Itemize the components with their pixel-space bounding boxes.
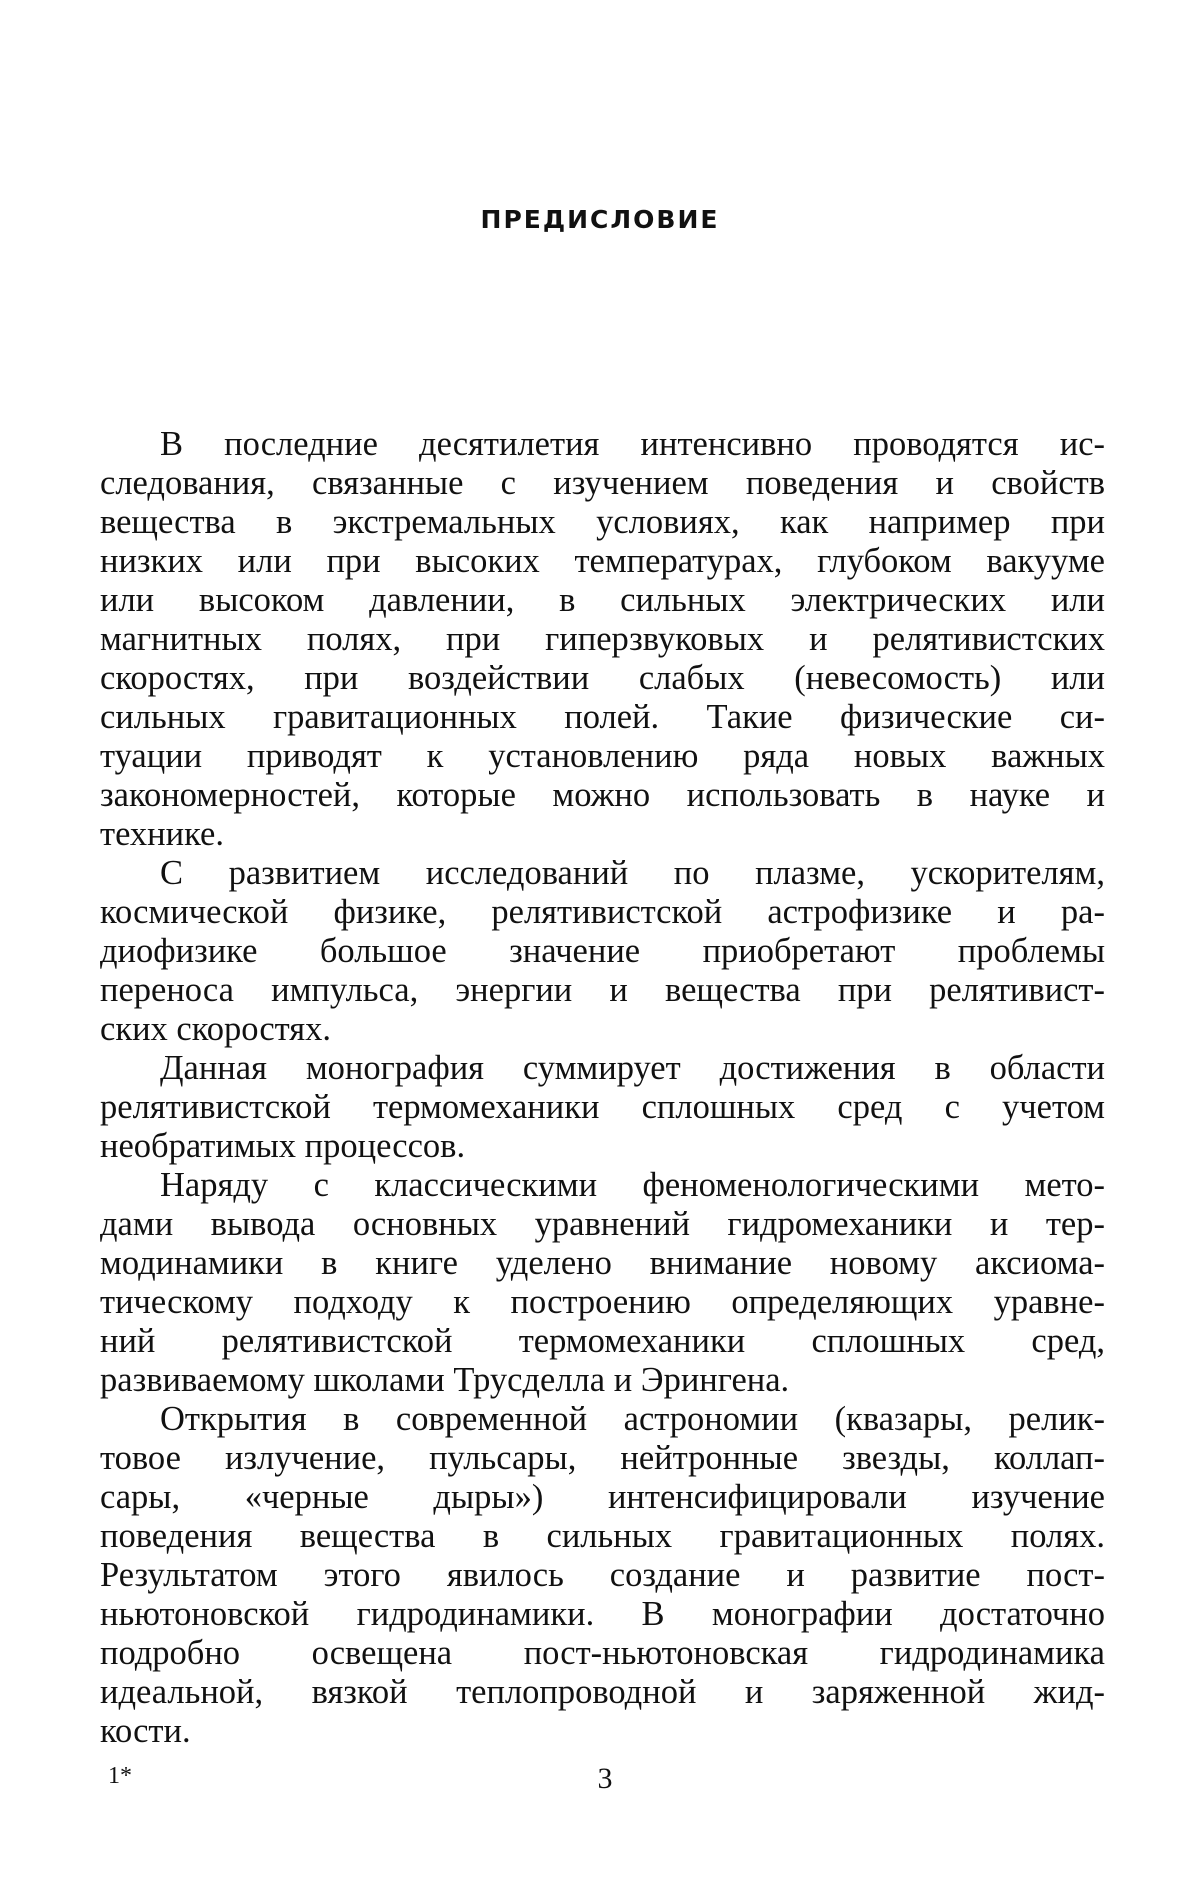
paragraph xyxy=(100,1400,1105,1751)
text-line: скоростях, при воздействии слабых (невесомость) или xyxy=(100,659,1105,697)
text-line: следования, связанные с изучением поведения и свойств xyxy=(100,464,1105,502)
text-line: технике. xyxy=(100,815,224,853)
text-line: поведения вещества в сильных гравитационных полях. xyxy=(100,1517,1105,1555)
text-line: низких или при высоких температурах, глубоком вакууме xyxy=(100,542,1105,580)
text-line: развиваемому школами Трусделла и Эрингена. xyxy=(100,1361,790,1399)
text-line: необратимых процессов. xyxy=(100,1127,466,1165)
text-line: Открытия в современной астрономии (квазары, релик- xyxy=(160,1400,1105,1438)
text-line: релятивистской термомеханики сплошных сред с учетом xyxy=(100,1088,1105,1126)
text-line: магнитных полях, при гиперзвуковых и релятивистских xyxy=(100,620,1105,658)
text-line: диофизике большое значение приобретают проблемы xyxy=(100,932,1105,970)
text-line: вещества в экстремальных условиях, как например при xyxy=(100,503,1105,541)
text-line: В последние десятилетия интенсивно проводятся ис- xyxy=(160,425,1105,463)
page-heading: ПРЕДИСЛОВИЕ xyxy=(480,205,720,234)
paragraph xyxy=(100,1049,1105,1166)
text-line: Данная монография суммирует достижения в области xyxy=(160,1049,1105,1087)
text-line: переноса импульса, энергии и вещества при релятивист- xyxy=(100,971,1105,1009)
text-line: идеальной, вязкой теплопроводной и заряженной жид- xyxy=(100,1673,1105,1711)
text-line: ньютоновской гидродинамики. В монографии достаточно xyxy=(100,1595,1105,1633)
text-line: закономерностей, которые можно использовать в науке и xyxy=(100,776,1105,814)
text-line: товое излучение, пульсары, нейтронные звезды, коллап- xyxy=(100,1439,1105,1477)
page-number: 3 xyxy=(597,1762,613,1795)
text-line: тическому подходу к построению определяющих уравне- xyxy=(100,1283,1105,1321)
text-line: дами вывода основных уравнений гидромеханики и тер- xyxy=(100,1205,1105,1243)
paragraph xyxy=(100,854,1105,1049)
text-line: Результатом этого явилось создание и развитие пост- xyxy=(100,1556,1105,1594)
text-line: модинамики в книге уделено внимание новому аксиома- xyxy=(100,1244,1105,1282)
text-line: или высоком давлении, в сильных электрических или xyxy=(100,581,1105,619)
text-line: космической физике, релятивистской астрофизике и ра- xyxy=(100,893,1105,931)
paragraph xyxy=(100,1166,1105,1400)
text-line: туации приводят к установлению ряда новых важных xyxy=(100,737,1105,775)
text-line: кости. xyxy=(100,1712,191,1750)
paragraph xyxy=(100,425,1105,854)
text-line: Наряду с классическими феноменологическими мето- xyxy=(160,1166,1105,1204)
preface-body xyxy=(100,425,1105,1751)
text-line: ний релятивистской термомеханики сплошных сред, xyxy=(100,1322,1105,1360)
text-line: сильных гравитационных полей. Такие физические си- xyxy=(100,698,1105,736)
text-line: С развитием исследований по плазме, ускорителям, xyxy=(160,854,1105,892)
text-line: подробно освещена пост-ньютоновская гидродинамика xyxy=(100,1634,1105,1672)
signature-mark: 1* xyxy=(108,1763,132,1789)
text-line: ских скоростях. xyxy=(100,1010,332,1048)
text-line: сары, «черные дыры») интенсифицировали изучение xyxy=(100,1478,1105,1516)
